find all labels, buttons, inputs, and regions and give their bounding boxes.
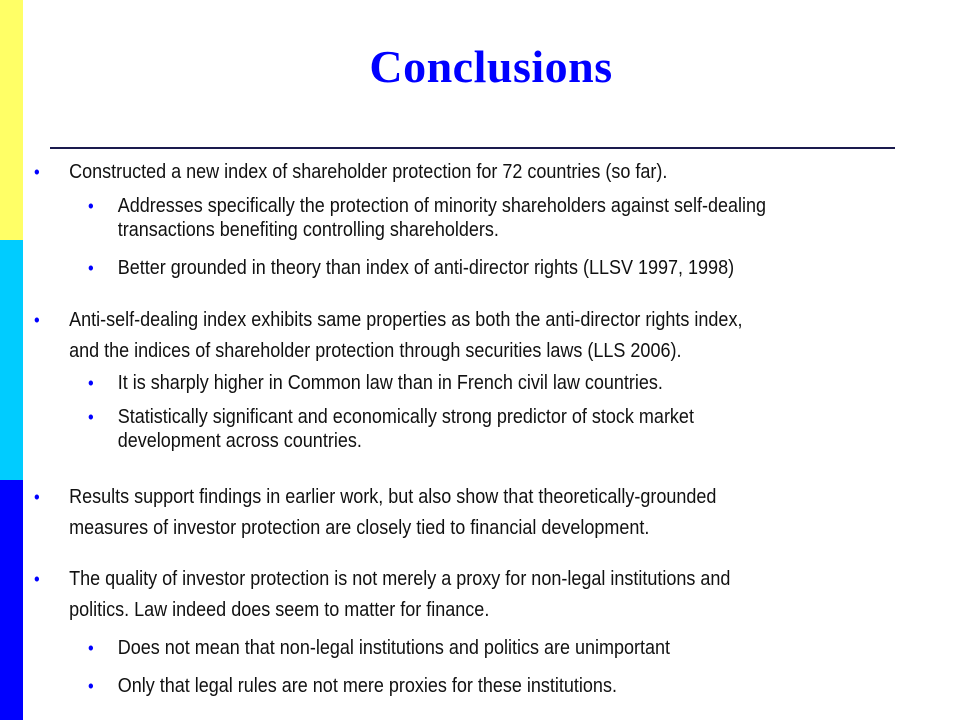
bullet-marker: • bbox=[88, 196, 94, 216]
bullet-marker: • bbox=[88, 676, 94, 696]
bullet-text-line: Better grounded in theory than index of anti-director rights (LLSV 1997, 1998) bbox=[117, 257, 735, 279]
sub-bullet-4-2 bbox=[88, 674, 617, 698]
bullet-text-line: Does not mean that non-legal institutions and politics are unimportant bbox=[117, 637, 671, 659]
sub-bullet-4-1 bbox=[88, 636, 670, 660]
bullet-text-line: Results support findings in earlier work, but also show that theoretically-grounded bbox=[69, 486, 717, 508]
bullet-text-line: development across countries. bbox=[117, 430, 362, 452]
bullet-text-line: politics. Law indeed does seem to matter for finance. bbox=[69, 599, 490, 621]
bullet-text-line: and the indices of shareholder protection through securities laws (LLS 2006). bbox=[69, 340, 682, 362]
bullet-text-line: The quality of investor protection is not merely a proxy for non-legal institutions and bbox=[69, 568, 731, 590]
bullet-text-line: Only that legal rules are not mere proxies for these institutions. bbox=[117, 675, 617, 697]
bullet-marker: • bbox=[88, 373, 94, 393]
bullet-marker: • bbox=[34, 569, 40, 589]
bullet-text-line: Statistically significant and economically strong predictor of stock market bbox=[117, 406, 694, 428]
bullet-point-1 bbox=[34, 160, 667, 184]
bullet-point-2 bbox=[34, 305, 742, 367]
side-strip-cyan bbox=[0, 240, 23, 480]
sub-bullet-1-2 bbox=[88, 256, 734, 280]
bullet-text-line: It is sharply higher in Common law than in French civil law countries. bbox=[117, 372, 663, 394]
slide-title: Conclusions bbox=[369, 41, 613, 92]
bullet-text-line: measures of investor protection are closely tied to financial development. bbox=[69, 517, 650, 539]
bullet-marker: • bbox=[34, 162, 40, 182]
bullet-text: Constructed a new index of shareholder protection for 72 countries (so far). bbox=[69, 161, 668, 183]
bullet-marker: • bbox=[88, 638, 94, 658]
sub-bullet-2-1 bbox=[88, 371, 663, 395]
bullet-marker: • bbox=[34, 487, 40, 507]
sub-bullet-1-1 bbox=[88, 194, 766, 242]
bullet-text-line: Addresses specifically the protection of minority shareholders against self-dealing bbox=[117, 195, 767, 217]
title-underline bbox=[50, 147, 895, 149]
bullet-marker: • bbox=[88, 407, 94, 427]
bullet-text-line: Anti-self-dealing index exhibits same properties as both the anti-director rights index, bbox=[69, 309, 743, 331]
side-strip-blue bbox=[0, 480, 23, 720]
bullet-marker: • bbox=[88, 258, 94, 278]
bullet-point-3 bbox=[34, 482, 716, 544]
bullet-point-4 bbox=[34, 564, 730, 626]
bullet-text-line: transactions benefiting controlling shareholders. bbox=[117, 219, 499, 241]
bullet-marker: • bbox=[34, 310, 40, 330]
sub-bullet-2-2 bbox=[88, 405, 694, 453]
side-strip-yellow bbox=[0, 0, 23, 240]
